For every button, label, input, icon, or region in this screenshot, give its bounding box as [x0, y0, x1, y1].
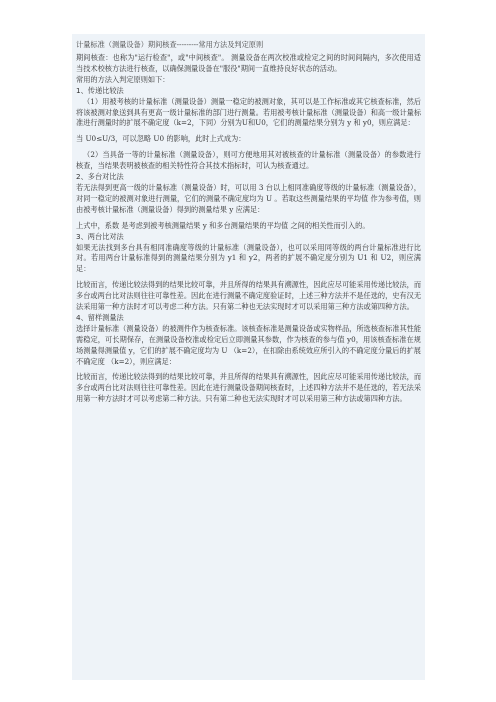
paragraph: 当 U0≤U/3，可以忽略 U0 的影响，此时上式成为：: [76, 134, 246, 144]
section-heading: 2、多台对比法: [76, 172, 124, 182]
paragraph: 若无法得到更高一级的计量标准（测量设备）时，可以用 3 台以上相同准确度等级的计量标准（测量设备），对同一稳定的被测对象进行测量，它们的测量不确定度均为 U 。若取这些测量结果的平均值 作为参考值，则由被考核计量标准（测量设备）得到的测量结果 y 应满足：: [76, 182, 421, 214]
paragraph: 比较而言，传递比较法得到的结果比较可靠，并且所得的结果具有溯源性，因此应尽可能采用传递比较法，而多台或两台比对法则往往可靠性差。因此在进行测量设备期间核查时，上述四种方法并不是任选的，若无法采用第一种方法时才可以考虑第二种方法。只有第二种也无法实现时才可以采用第三种方法或第四种方法。: [76, 372, 422, 404]
document-panel: [72, 34, 425, 680]
document-body: [76, 53, 421, 405]
section-heading: 3、两台比对法: [76, 231, 124, 241]
paragraph: 期间核查：也称为"运行检查"，或"中间核查"。 测量设备在两次校准或检定之间的时间间隔内，多次使用适当技术校核方法进行核查，以确保测量设备在"服役"期间一直维持良好状态的活动。: [76, 53, 421, 73]
paragraph: （1）用被考核的计量标准（测量设备）测量一稳定的被测对象，其可以是工作标准或其它核查标准，然后将该被测对象送到具有更高一级计量标准的部门进行测量。若用被考核计量标准（测量设备）和高一级计量标准进行测量时的扩展不确定度（k=2，下同）分别为U和U0，它们的测量结果分别为 y 和 y0，则应满足：: [76, 96, 422, 128]
paragraph: （2）当具备一等的计量标准（测量设备），则可方便地用其对被核查的计量标准（测量设备）的参数进行核查，当结果表明被核查的相关特性符合其技术指标时，可认为核查通过。: [76, 150, 421, 171]
section-heading: 4、留样测量法: [76, 312, 124, 322]
section-heading: 1、传递比较法: [76, 85, 124, 95]
paragraph: 比较而言，传递比较法得到的结果比较可靠，并且所得的结果具有溯源性，因此应尽可能采用传递比较法，而多台或两台比对法则往往可靠性差。因此在进行测量不确定度验证时，上述三种方法并不是任选的，史有汉无法采用第一种方法时才可以考虑二种方法。只有第二种也无法实现时才可以采用第三种方法或第四种方法。: [76, 280, 422, 312]
paragraph: 常用的方法入判定原则如下：: [76, 74, 170, 84]
paragraph: 选择计量标准（测量设备）的被测件作为核查标准。该核查标准是测量设备或实物样品，所选核查标准其性能需稳定，可长期保存，在测量设备校准或检定后立即测量其参数，作为核查的参与值 y0，用该核查标准在规场测量得测量值 y，它们的扩展不确定度均为 U （k=2），在扣除由系统效应所引入的不确定度分量后的扩展不确定度 （k=2），则应满足：: [76, 323, 422, 366]
paragraph: 上式中，系数 是考虑到被考核测量结果 y 和多台测量结果的平均值 之间的相关性而引入的。: [76, 220, 370, 230]
document-title: 计量标准（测量设备）期间核查---------常用方法及判定原则: [76, 40, 264, 49]
paragraph: 如果无法找到多台具有相同准确度等级的计量标准（测量设备），也可以采用同等级的两台计量标准进行比对。若用两台计量标准得到的测量结果分别为 y1 和 y2，两者的扩展不确定度分别为 U1 和 U2，则应满足：: [76, 242, 421, 274]
